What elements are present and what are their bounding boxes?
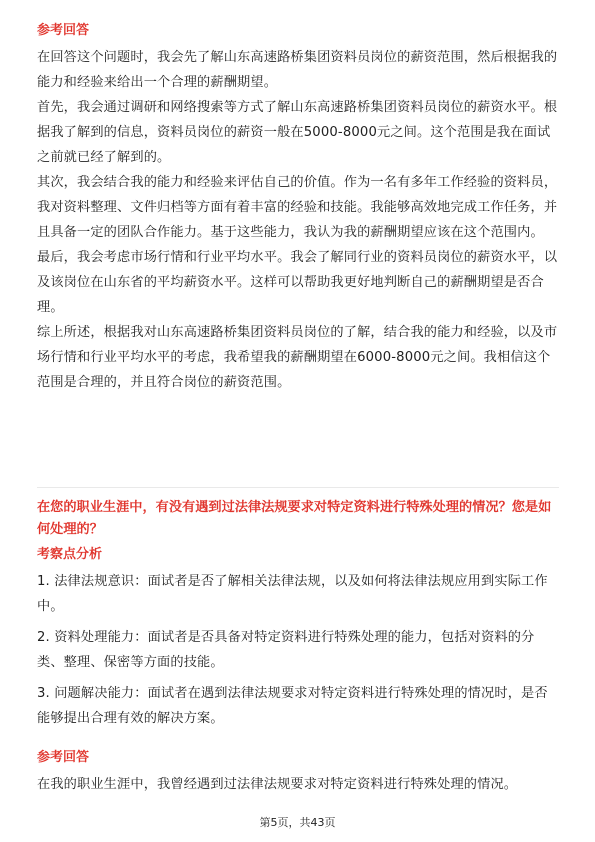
question-section [37, 497, 559, 541]
answer-paragraph: 首先，我会通过调研和网络搜索等方式了解山东高速路桥集团资料员岗位的薪资水平。根据我了解到的信息，资料员岗位的薪资一般在5000-8000元之间。这个范围是我在面试之前就已经了解到的。 [37, 100, 558, 165]
analysis-heading: 考察点分析 [37, 547, 103, 562]
answer-heading: 参考回答 [37, 23, 90, 38]
analysis-section [37, 545, 559, 731]
analysis-item: 2. 资料处理能力：面试者是否具备对特定资料进行特殊处理的能力，包括对资料的分类、整理、保密等方面的技能。 [37, 630, 535, 670]
analysis-item: 3. 问题解决能力：面试者在遇到法律法规要求对特定资料进行特殊处理的情况时，是否能够提出合理有效的解决方案。 [37, 686, 548, 726]
answer-section-2 [37, 748, 559, 797]
answer-paragraph: 最后，我会考虑市场行情和行业平均水平。我会了解同行业的资料员岗位的薪资水平，以及该岗位在山东省的平均薪资水平。这样可以帮助我更好地判断自己的薪酬期望是否合理。 [37, 250, 558, 315]
answer-paragraph: 在回答这个问题时，我会先了解山东高速路桥集团资料员岗位的薪资范围，然后根据我的能力和经验来给出一个合理的薪酬期望。 [37, 50, 558, 90]
analysis-item: 1. 法律法规意识：面试者是否了解相关法律法规，以及如何将法律法规应用到实际工作中。 [37, 574, 548, 614]
answer-heading: 参考回答 [37, 750, 90, 765]
answer-paragraph: 在我的职业生涯中，我曾经遇到过法律法规要求对特定资料进行特殊处理的情况。 [37, 777, 518, 792]
answer-paragraph: 综上所述，根据我对山东高速路桥集团资料员岗位的了解，结合我的能力和经验，以及市场行情和行业平均水平的考虑，我希望我的薪酬期望在6000-8000元之间。我相信这个范围是合理的，并且符合岗位的薪资范围。 [37, 325, 558, 390]
answer-paragraph: 其次，我会结合我的能力和经验来评估自己的价值。作为一名有多年工作经验的资料员，我对资料整理、文件归档等方面有着丰富的经验和技能。我能够高效地完成工作任务，并且具备一定的团队合作能力。基于这些能力，我认为我的薪酬期望应该在这个范围内。 [37, 175, 558, 240]
section-divider [37, 487, 559, 488]
answer-section-1 [37, 21, 559, 395]
question-title: 在您的职业生涯中，有没有遇到过法律法规要求对特定资料进行特殊处理的情况？您是如何处理的？ [37, 500, 552, 537]
page-number: 第5页，共43页 [259, 816, 336, 829]
